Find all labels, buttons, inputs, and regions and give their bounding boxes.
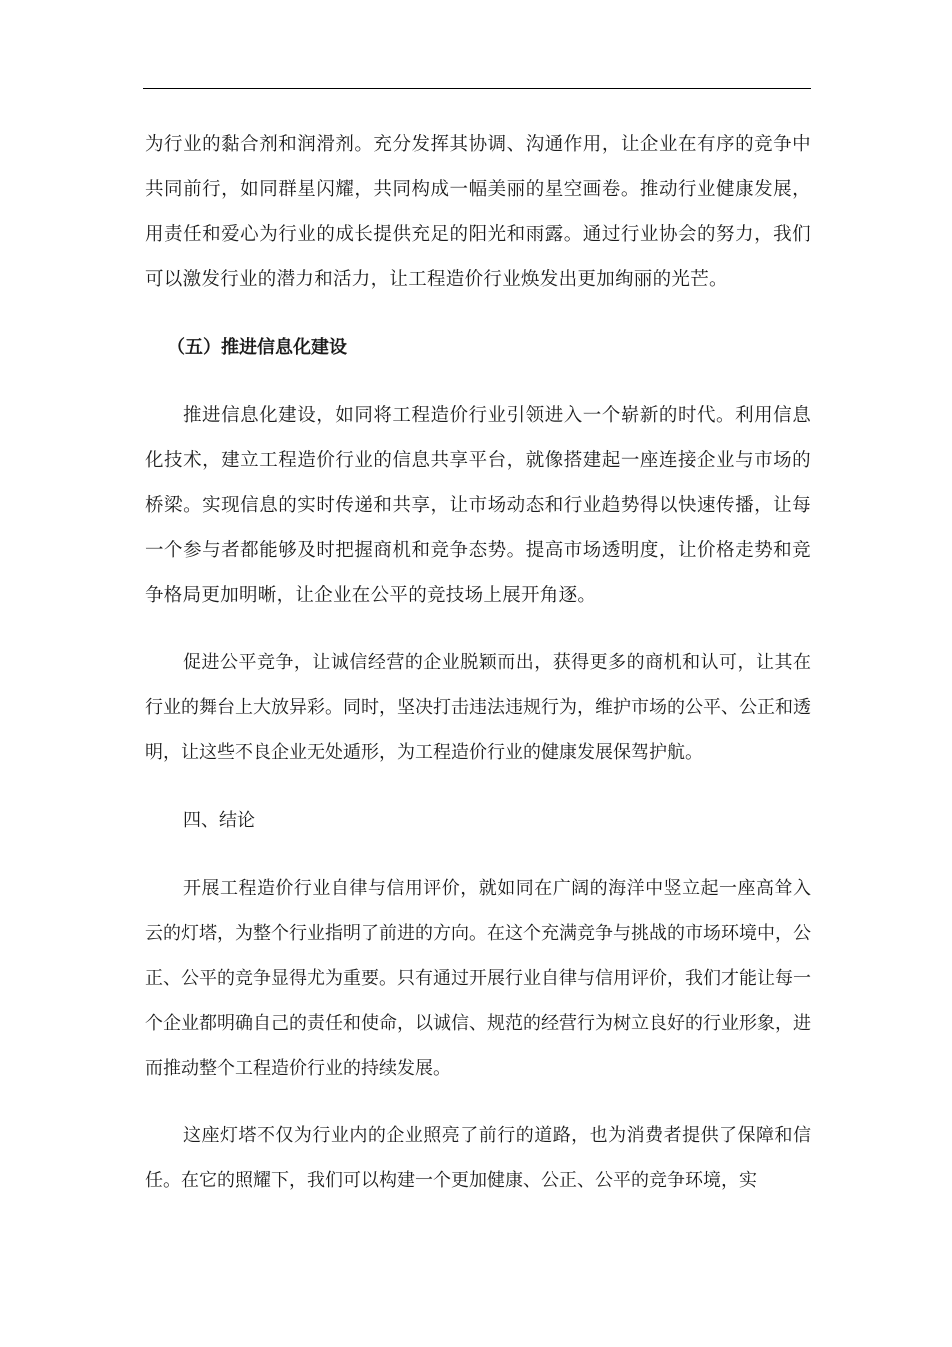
paragraph-industry-association: 为行业的黏合剂和润滑剂。充分发挥其协调、沟通作用，让企业在有序的竞争中共同前行，如同群星闪耀，共同构成一幅美丽的星空画卷。推动行业健康发展，用责任和爱心为行业的成长提供充足的阳光和雨露。通过行业协会的努力，我们可以激发行业的潜力和活力，让工程造价行业焕发出更加绚丽的光芒。 bbox=[145, 134, 811, 290]
paragraph-fair-competition: 促进公平竞争，让诚信经营的企业脱颖而出，获得更多的商机和认可，让其在行业的舞台上大放异彩。同时，坚决打击违法违规行为，维护市场的公平、公正和透明，让这些不良企业无处遁形，为工程造价行业的健康发展保驾护航。 bbox=[145, 652, 811, 763]
paragraph-informatization: 推进信息化建设，如同将工程造价行业引领进入一个崭新的时代。利用信息化技术，建立工程造价行业的信息共享平台，就像搭建起一座连接企业与市场的桥梁。实现信息的实时传递和共享，让市场动态和行业趋势得以快速传播，让每一个参与者都能够及时把握商机和竞争态势。提高市场透明度，让价格走势和竞争格局更加明晰，让企业在公平的竞技场上展开角逐。 bbox=[145, 405, 811, 606]
document-body bbox=[145, 122, 811, 1203]
header-rule bbox=[143, 88, 811, 89]
section-heading-conclusion: 四、结论 bbox=[183, 810, 255, 831]
paragraph-conclusion-trust: 这座灯塔不仅为行业内的企业照亮了前行的道路，也为消费者提供了保障和信任。在它的照耀下，我们可以构建一个更加健康、公正、公平的竞争环境，实 bbox=[145, 1125, 811, 1191]
section-heading-informatization: （五）推进信息化建设 bbox=[167, 337, 347, 358]
paragraph-conclusion-lighthouse: 开展工程造价行业自律与信用评价，就如同在广阔的海洋中竖立起一座高耸入云的灯塔，为整个行业指明了前进的方向。在这个充满竞争与挑战的市场环境中，公正、公平的竞争显得尤为重要。只有通过开展行业自律与信用评价，我们才能让每一个企业都明确自己的责任和使命，以诚信、规范的经营行为树立良好的行业形象，进而推动整个工程造价行业的持续发展。 bbox=[145, 878, 811, 1079]
